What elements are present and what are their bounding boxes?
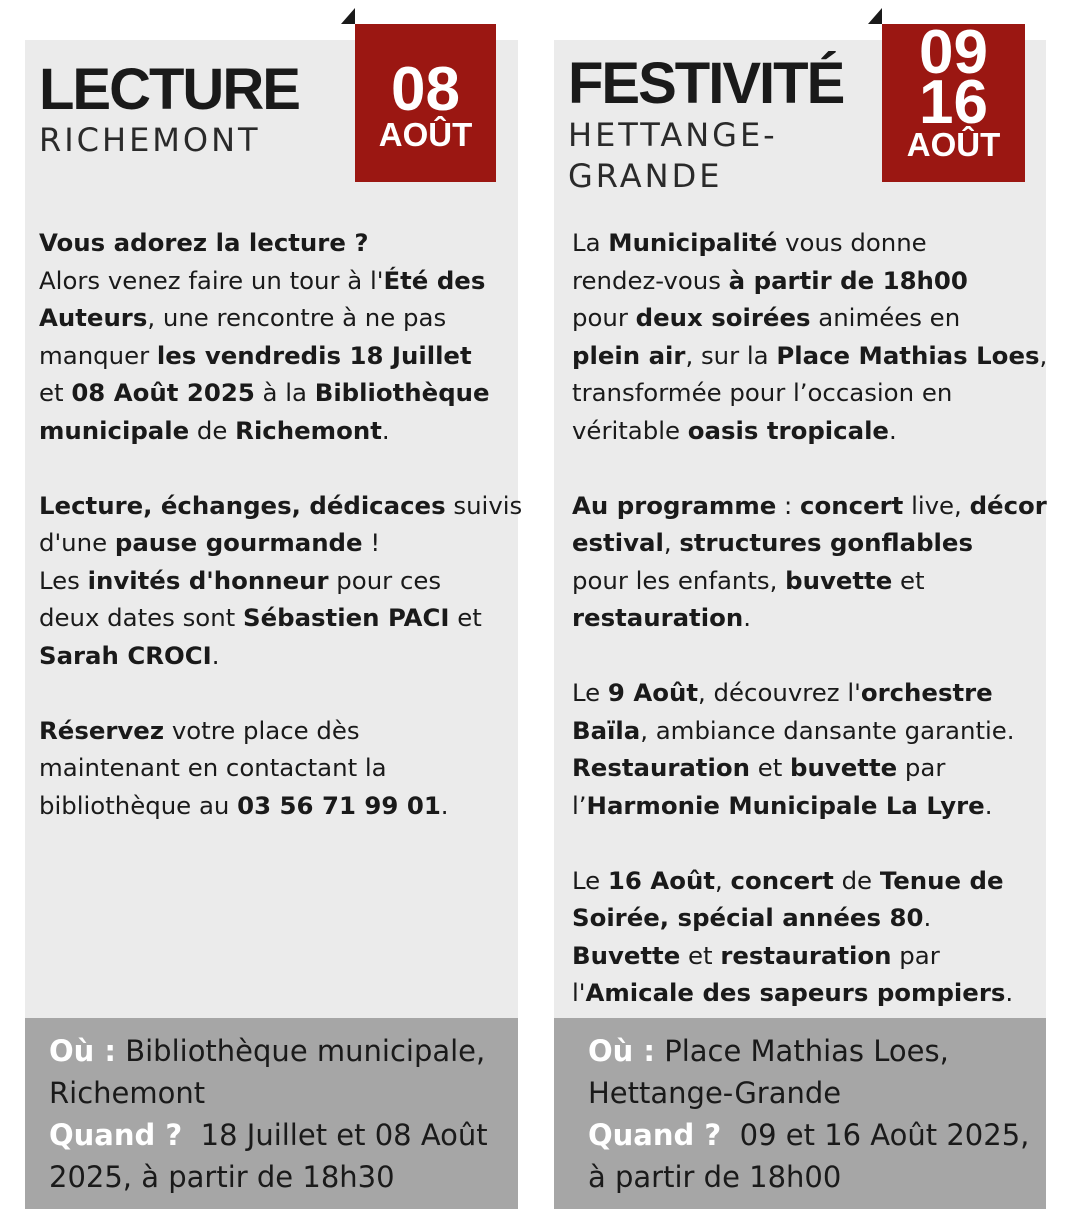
body-line xyxy=(572,412,1047,450)
bold-text: Vous adorez la lecture ? xyxy=(39,228,369,257)
body-line xyxy=(39,337,522,375)
body-line xyxy=(39,487,522,525)
body-text: d'une xyxy=(39,528,115,557)
festivite-title: FESTIVITÉ xyxy=(568,51,844,116)
body-line xyxy=(572,562,1047,600)
body-text: Le xyxy=(572,865,608,895)
body-text: : xyxy=(776,490,801,520)
body-text: pour xyxy=(572,303,636,332)
bold-text: plein air xyxy=(572,340,686,370)
body-text: vous donne xyxy=(777,228,927,257)
bold-text: Restauration xyxy=(572,753,750,782)
body-text: l’ xyxy=(572,790,587,820)
lecture-body xyxy=(39,224,522,824)
body-text: , sur la xyxy=(685,340,777,370)
body-line xyxy=(39,637,522,675)
bold-text: à partir de 18h00 xyxy=(728,265,968,295)
bold-text: concert xyxy=(800,490,904,520)
body-line xyxy=(572,749,1047,787)
body-text: et xyxy=(892,565,925,595)
bold-text: invités d'honneur xyxy=(87,565,329,595)
bold-text: 16 Août xyxy=(607,865,716,895)
body-text: votre place dès xyxy=(164,715,360,745)
bold-text: Lecture, échanges, dédicaces xyxy=(39,490,446,520)
bold-text: Réservez xyxy=(39,715,165,745)
body-line xyxy=(572,937,1047,975)
lecture-title: LECTURE xyxy=(39,57,299,122)
body-line xyxy=(39,224,522,262)
festivite-info-footer xyxy=(554,1018,1046,1209)
bold-text: estival xyxy=(572,528,664,557)
when-value: 09 et 16 Août 2025, xyxy=(739,1118,1030,1152)
bold-text: Été des xyxy=(383,265,486,295)
bold-text: 08 Août 2025 xyxy=(71,378,255,407)
bold-text: Richemont xyxy=(235,415,382,445)
lecture-info-footer xyxy=(25,1018,518,1209)
festivite-date-badge xyxy=(882,18,1025,182)
paragraph-gap xyxy=(39,674,522,712)
body-text: , découvrez l' xyxy=(698,678,861,707)
paragraph-gap xyxy=(572,824,1047,862)
body-text: par xyxy=(891,940,940,970)
bold-text: Bibliothèque xyxy=(314,378,490,407)
bold-text: Tenue de xyxy=(879,865,1004,895)
paragraph-gap xyxy=(572,449,1047,487)
body-text: de xyxy=(833,865,880,895)
body-text: l' xyxy=(572,978,586,1007)
bold-text: pause gourmande xyxy=(114,528,363,557)
body-text: Les xyxy=(39,565,88,595)
body-text: , ambiance dansante garantie. xyxy=(640,715,1015,745)
bold-text: oasis tropicale xyxy=(687,415,889,445)
bold-text: Au programme xyxy=(572,490,777,520)
body-text: , xyxy=(1039,340,1048,370)
bold-text: buvette xyxy=(790,753,898,782)
body-text: La xyxy=(572,228,609,257)
bold-text: Municipalité xyxy=(608,228,778,257)
body-line xyxy=(39,374,522,412)
body-text: Alors venez faire un tour à l' xyxy=(39,265,384,295)
when-value-2: 2025, à partir de 18h30 xyxy=(49,1160,395,1194)
badge-day-1: 09 xyxy=(919,18,988,87)
body-line xyxy=(39,787,522,825)
bold-text: Auteurs xyxy=(39,303,148,332)
bold-text: 03 56 71 99 01 xyxy=(237,790,441,820)
body-text: live, xyxy=(903,490,970,520)
lecture-location: RICHEMONT xyxy=(39,121,261,159)
bold-text: Soirée, spécial années 80 xyxy=(572,903,924,932)
body-text: véritable xyxy=(572,415,688,445)
bold-text: Harmonie Municipale La Lyre xyxy=(586,790,985,820)
body-line xyxy=(572,299,1047,337)
body-text: . xyxy=(923,903,932,932)
badge-day: 08 xyxy=(391,55,460,124)
body-line xyxy=(572,262,1047,300)
body-text: transformée pour l’occasion en xyxy=(572,378,953,407)
bold-text: restauration xyxy=(720,940,892,970)
bold-text: Sébastien PACI xyxy=(243,603,450,632)
body-line xyxy=(572,674,1047,712)
body-text: de xyxy=(189,415,236,445)
body-text: maintenant en contactant la xyxy=(39,753,387,782)
body-line xyxy=(572,899,1047,937)
body-line xyxy=(39,712,522,750)
body-text: deux dates sont xyxy=(39,603,243,632)
body-line xyxy=(572,974,1047,1012)
bold-text: concert xyxy=(730,865,834,895)
bold-text: structures gonflables xyxy=(679,528,973,557)
where-value: Bibliothèque municipale, xyxy=(125,1034,486,1068)
bold-text: restauration xyxy=(572,603,744,632)
bold-text: décor xyxy=(969,490,1047,520)
body-text: , xyxy=(715,865,731,895)
when-value: 18 Juillet et 08 Août xyxy=(200,1118,488,1152)
body-line xyxy=(39,412,522,450)
body-text: bibliothèque au xyxy=(39,790,238,820)
body-text: . xyxy=(440,790,449,820)
when-value-2: à partir de 18h00 xyxy=(588,1160,842,1194)
festivite-location-2: GRANDE xyxy=(568,157,723,195)
body-line xyxy=(572,712,1047,750)
body-text: suivis xyxy=(445,490,523,520)
bold-text: municipale xyxy=(39,415,190,445)
badge-month: AOÛT xyxy=(906,126,1001,163)
body-line xyxy=(39,524,522,562)
body-text: , xyxy=(663,528,680,557)
body-text: rendez-vous xyxy=(572,265,729,295)
bold-text: buvette xyxy=(785,565,893,595)
bold-text: les vendredis 18 Juillet xyxy=(156,340,472,370)
when-label: Quand ? xyxy=(588,1118,722,1152)
bold-text: orchestre xyxy=(860,678,993,707)
body-line xyxy=(39,599,522,637)
body-text: à la xyxy=(254,378,315,407)
badge-month: AOÛT xyxy=(378,116,473,153)
when-label: Quand ? xyxy=(49,1118,183,1152)
bold-text: Buvette xyxy=(572,940,681,970)
paragraph-gap xyxy=(39,449,522,487)
body-line xyxy=(572,862,1047,900)
body-text: . xyxy=(381,415,390,445)
body-text: . xyxy=(211,640,220,670)
bold-text: Place Mathias Loes xyxy=(776,340,1040,370)
body-line xyxy=(572,599,1047,637)
festivite-body xyxy=(572,224,1047,1012)
where-value-2: Hettange-Grande xyxy=(588,1076,842,1110)
body-line xyxy=(572,787,1047,825)
body-text: . xyxy=(743,603,751,632)
bold-text: Baïla xyxy=(572,715,641,745)
body-line xyxy=(39,749,522,787)
body-text: et xyxy=(680,940,721,970)
bold-text: Amicale des sapeurs pompiers xyxy=(585,978,1006,1007)
body-text: ! xyxy=(362,528,381,557)
body-text: et xyxy=(749,753,791,782)
body-text: pour ces xyxy=(328,565,442,595)
body-text: . xyxy=(984,790,993,820)
body-text: . xyxy=(888,415,897,445)
body-text: animées en xyxy=(810,303,961,332)
body-text: , une rencontre à ne pas xyxy=(147,303,447,332)
festivite-location-1: HETTANGE- xyxy=(568,116,778,154)
body-line xyxy=(572,224,1047,262)
body-line xyxy=(39,299,522,337)
body-text: manquer xyxy=(39,340,157,370)
bold-text: Sarah CROCI xyxy=(39,640,212,670)
where-value: Place Mathias Loes, xyxy=(664,1034,949,1068)
lecture-date-badge xyxy=(355,24,496,182)
where-value-2: Richemont xyxy=(49,1076,206,1110)
body-text: par xyxy=(897,753,946,782)
bold-text: deux soirées xyxy=(635,303,811,332)
body-text: Le xyxy=(572,678,608,707)
body-line xyxy=(572,524,1047,562)
body-line xyxy=(39,562,522,600)
body-text: . xyxy=(1005,978,1014,1007)
body-line xyxy=(572,487,1047,525)
badge-day-2: 16 xyxy=(919,68,988,137)
body-text: et xyxy=(449,603,482,632)
where-label: Où : xyxy=(49,1034,116,1068)
body-text: et xyxy=(39,378,72,407)
body-line xyxy=(572,337,1047,375)
body-text: pour les enfants, xyxy=(572,565,786,595)
paragraph-gap xyxy=(572,637,1047,675)
where-label: Où : xyxy=(588,1034,655,1068)
bold-text: 9 Août xyxy=(607,678,699,707)
body-line xyxy=(39,262,522,300)
body-line xyxy=(572,374,1047,412)
